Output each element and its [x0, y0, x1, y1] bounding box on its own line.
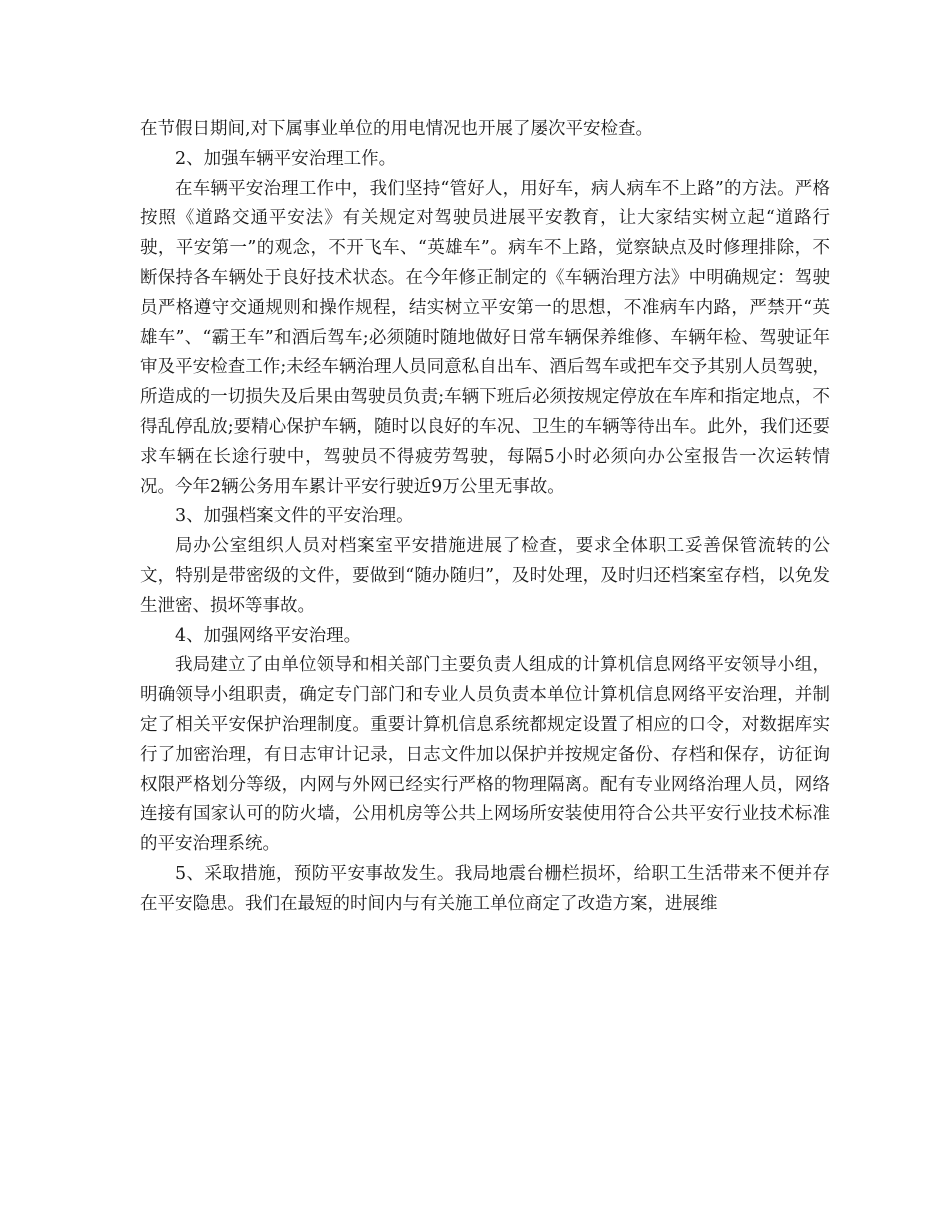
paragraph-electricity-inspection: 在节假日期间,对下属事业单位的用电情况也开展了屡次平安检查。 — [140, 119, 654, 139]
paragraph-archive-safety: 局办公室组织人员对档案室平安措施进展了检查，要求全体职工妥善保管流转的公文，特别是带密级的文件，要做到“随办随归”，及时处理，及时归还档案室存档，以免发生泄密、损坏等事故。 — [140, 536, 830, 616]
heading-archive-safety: 3、加强档案文件的平安治理。 — [175, 506, 414, 527]
paragraph-accident-prevention: 5、采取措施，预防平安事故发生。我局地震台栅栏损坏，给职工生活带来不便并存在平安隐患。我们在最短的时间内与有关施工单位商定了改造方案，进展维 — [140, 863, 830, 914]
paragraph-network-safety: 我局建立了由单位领导和相关部门主要负责人组成的计算机信息网络平安领导小组，明确领导小组职责，确定专门部门和专业人员负责本单位计算机信息网络平安治理，并制定了相关平安保护治理制度。重要计算机信息系统都规定设置了相应的口令，对数据库实行了加密治理，有日志审计记录，日志文件加以保护并按规定备份、存档和保存，访征询权限严格划分等级，内网与外网已经实行严格的物理隔离。配有专业网络治理人员，网络连接有国家认可的防火墙，公用机房等公共上网场所安装使用符合公共平安行业技术标准的平安治理系统。 — [140, 655, 830, 855]
paragraph-vehicle-safety: 在车辆平安治理工作中，我们坚持“管好人，用好车，病人病车不上路”的方法。严格按照《道路交通平安法》有关规定对驾驶员进展平安教育，让大家结实树立起“道路行驶，平安第一”的观念，不开飞车、“英雄车”。病车不上路，觉察缺点及时修理排除，不断保持各车辆处于良好技术状态。在今年修正制定的《车辆治理方法》中明确规定：驾驶员严格遵守交通规则和操作规程，结实树立平安第一的思想，不准病车内路，严禁开“英雄车”、“霸王车”和酒后驾车;必须随时随地做好日常车辆保养维修、车辆年检、驾驶证年审及平安检查工作;未经车辆治理人员同意私自出车、酒后驾车或把车交予其别人员驾驶，所造成的一切损失及后果由驾驶员负责;车辆下班后必须按规定停放在车库和指定地点，不得乱停乱放;要精心保护车辆，随时以良好的车况、卫生的车辆等待出车。此外，我们还要求车辆在长途行驶中，驾驶员不得疲劳驾驶，每隔5小时必须向办公室报告一次运转情况。今年2辆公务用车累计平安行驶近9万公里无事故。 — [140, 178, 830, 497]
heading-network-safety: 4、加强网络平安治理。 — [175, 625, 362, 646]
heading-vehicle-safety: 2、加强车辆平安治理工作。 — [175, 148, 397, 169]
document-body — [140, 115, 830, 920]
